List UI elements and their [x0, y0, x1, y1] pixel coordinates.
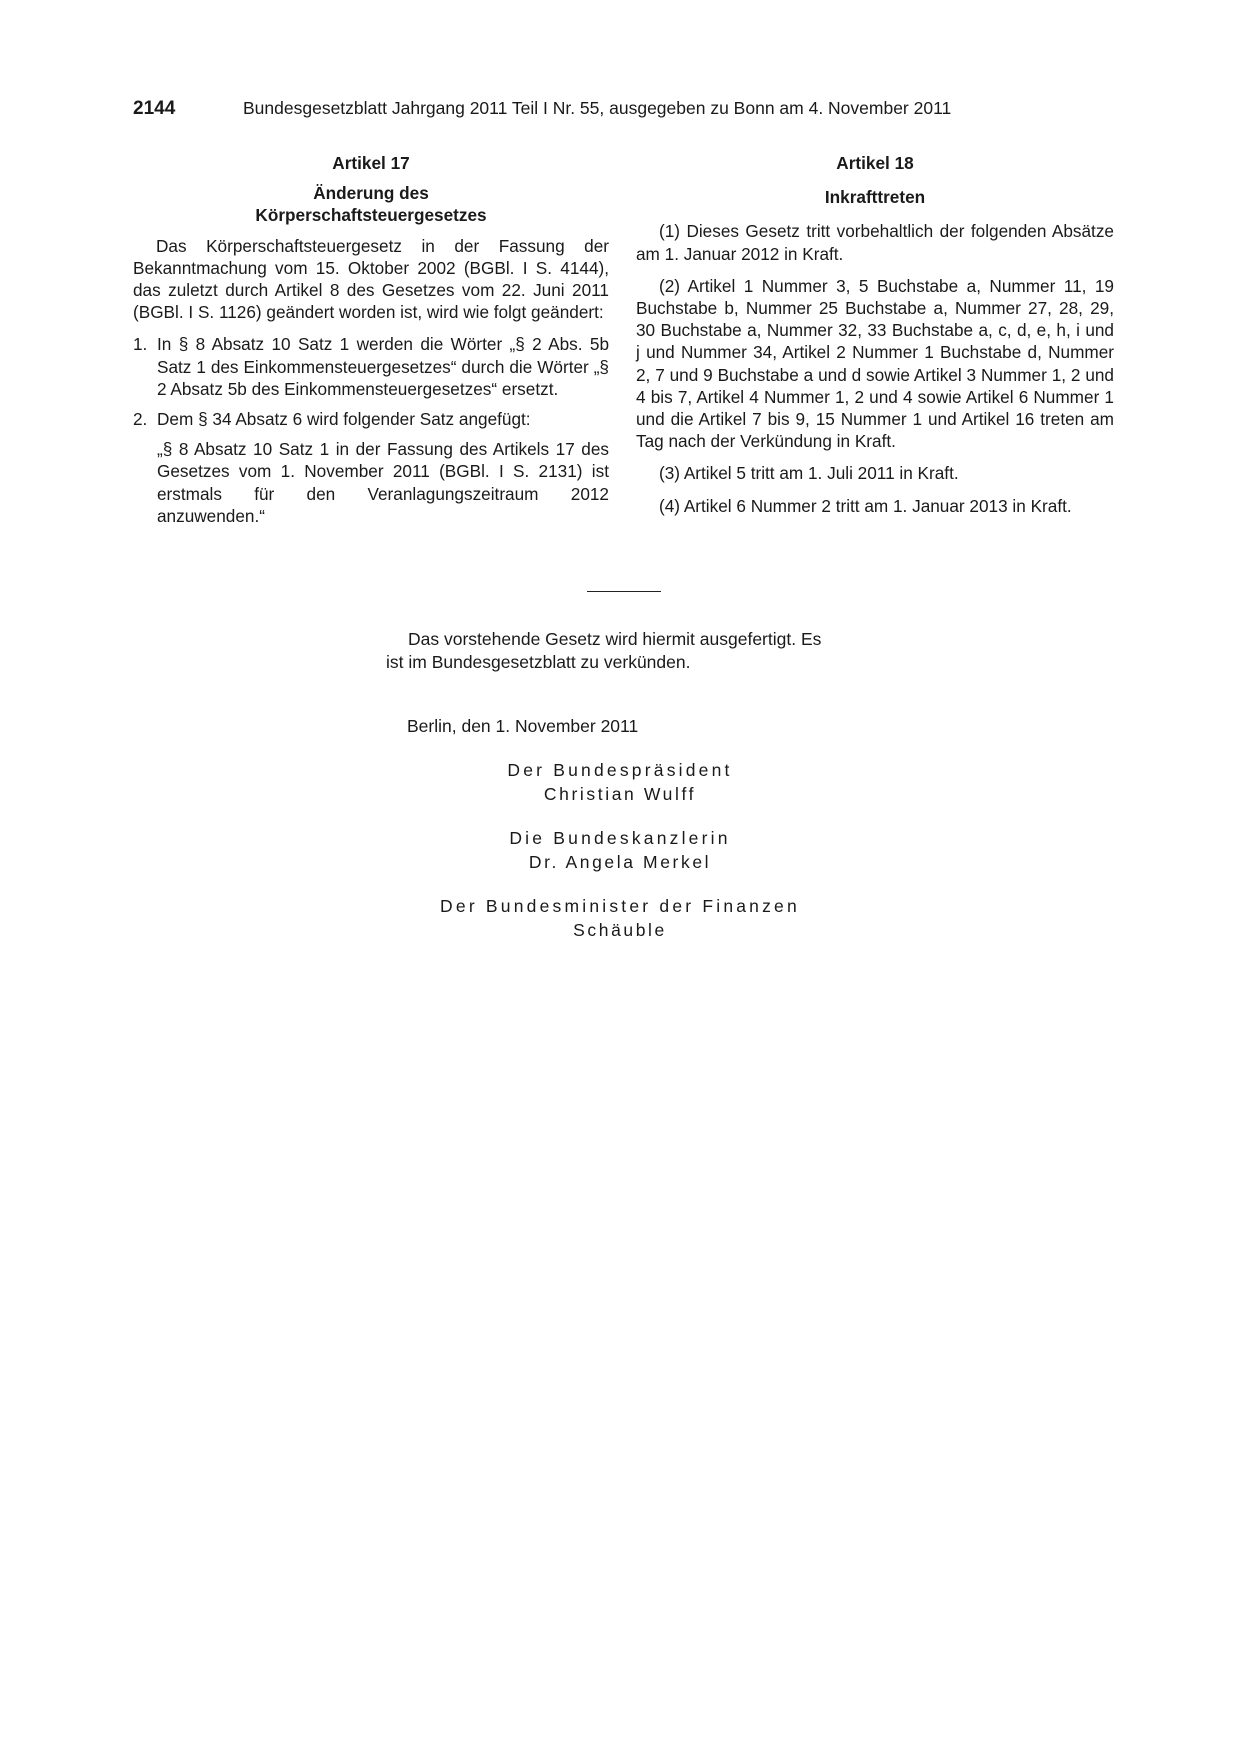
signatory-name: Schäuble	[573, 920, 667, 940]
article-18-title: Inkrafttreten	[824, 187, 926, 208]
amendment-item-number: 1.	[133, 334, 148, 355]
place-and-date: Berlin, den 1. November 2011	[407, 716, 639, 736]
amendment-item-2	[133, 408, 609, 430]
article-17-intro: Das Körperschaftsteuergesetz in der Fassung der Bekanntmachung vom 15. Oktober 2002 (BGBl. I S. 4144), das zuletzt durch Artikel 8 des Gesetzes vom 22. Juni 2011 (BGBl. I S. 1126) geändert worden ist, wird wie folgt geändert:	[133, 235, 609, 323]
section-divider	[587, 591, 661, 592]
amendment-item-text: Dem § 34 Absatz 6 wird folgender Satz angefügt:	[157, 409, 531, 430]
signatory-office: Der Bundesminister der Finanzen	[440, 896, 800, 916]
article-18-paragraph-1: (1) Dieses Gesetz tritt vorbehaltlich der folgenden Absätze am 1. Januar 2012 in Kraft.	[636, 221, 1114, 264]
amendment-item-number: 2.	[133, 409, 148, 430]
signatory-name: Dr. Angela Merkel	[528, 852, 712, 872]
article-18-paragraph-3: (3) Artikel 5 tritt am 1. Juli 2011 in Kraft.	[659, 463, 959, 484]
promulgation-line-2: ist im Bundesgesetzblatt zu verkünden.	[386, 651, 691, 672]
promulgation-line-1: Das vorstehende Gesetz wird hiermit ausgefertigt. Es	[408, 629, 822, 649]
gazette-header-title: Bundesgesetzblatt Jahrgang 2011 Teil I Nr. 55, ausgegeben zu Bonn am 4. November 2011	[243, 98, 952, 118]
amendment-item-text: In § 8 Absatz 10 Satz 1 werden die Wörter „§ 2 Abs. 5b Satz 1 des Einkommensteuergesetzes“ durch die Wörter „§ 2 Absatz 5b des Einkommensteuergesetzes“ ersetzt.	[157, 334, 609, 399]
article-17-title-line1: Änderung des	[313, 183, 429, 204]
page-header	[133, 98, 1113, 128]
signature-block-chancellor	[330, 828, 910, 873]
article-17-title-line2: Körperschaftsteuergesetzes	[255, 205, 487, 226]
article-17-heading: Artikel 17	[332, 153, 410, 173]
amendment-item-1	[133, 333, 609, 400]
page-number: 2144	[133, 98, 176, 119]
left-column	[133, 152, 609, 527]
inserted-sentence-quote: „§ 8 Absatz 10 Satz 1 in der Fassung des Artikels 17 des Gesetzes vom 1. November 2011 (BGBl. I S. 2131) ist erstmals für den Veranlagungszeitraum 2012 anzuwenden.“	[157, 439, 609, 526]
signatory-office: Die Bundeskanzlerin	[509, 828, 731, 848]
signature-block-finance-minister	[330, 896, 910, 941]
article-18-heading: Artikel 18	[836, 153, 914, 173]
signatory-name: Christian Wulff	[543, 784, 697, 804]
right-column	[636, 152, 1114, 517]
signature-block-president	[330, 760, 910, 805]
article-18-paragraph-4: (4) Artikel 6 Nummer 2 tritt am 1. Januar 2013 in Kraft.	[659, 495, 1072, 516]
promulgation-text	[386, 628, 856, 673]
article-18-paragraph-2: (2) Artikel 1 Nummer 3, 5 Buchstabe a, Nummer 11, 19 Buchstabe b, Nummer 25 Buchstabe a, Nummer 27, 28, 29, 30 Buchstabe a, Nummer 32, 33 Buchstabe a, c, d, e, h, i und j und Nummer 34, Artikel 2 Nummer 1 Buchstabe d, Nummer 2, 7 und 9 Buchstabe a und d sowie Artikel 3 Nummer 1, 2 und 4 bis 7, Artikel 4 Nummer 1, 2 und 4 sowie Artikel 6 Nummer 1 und die Artikel 7 bis 9, 15 Nummer 1 und Artikel 16 treten am Tag nach der Verkündung in Kraft.	[636, 275, 1114, 452]
signatory-office: Der Bundespräsident	[507, 760, 733, 780]
